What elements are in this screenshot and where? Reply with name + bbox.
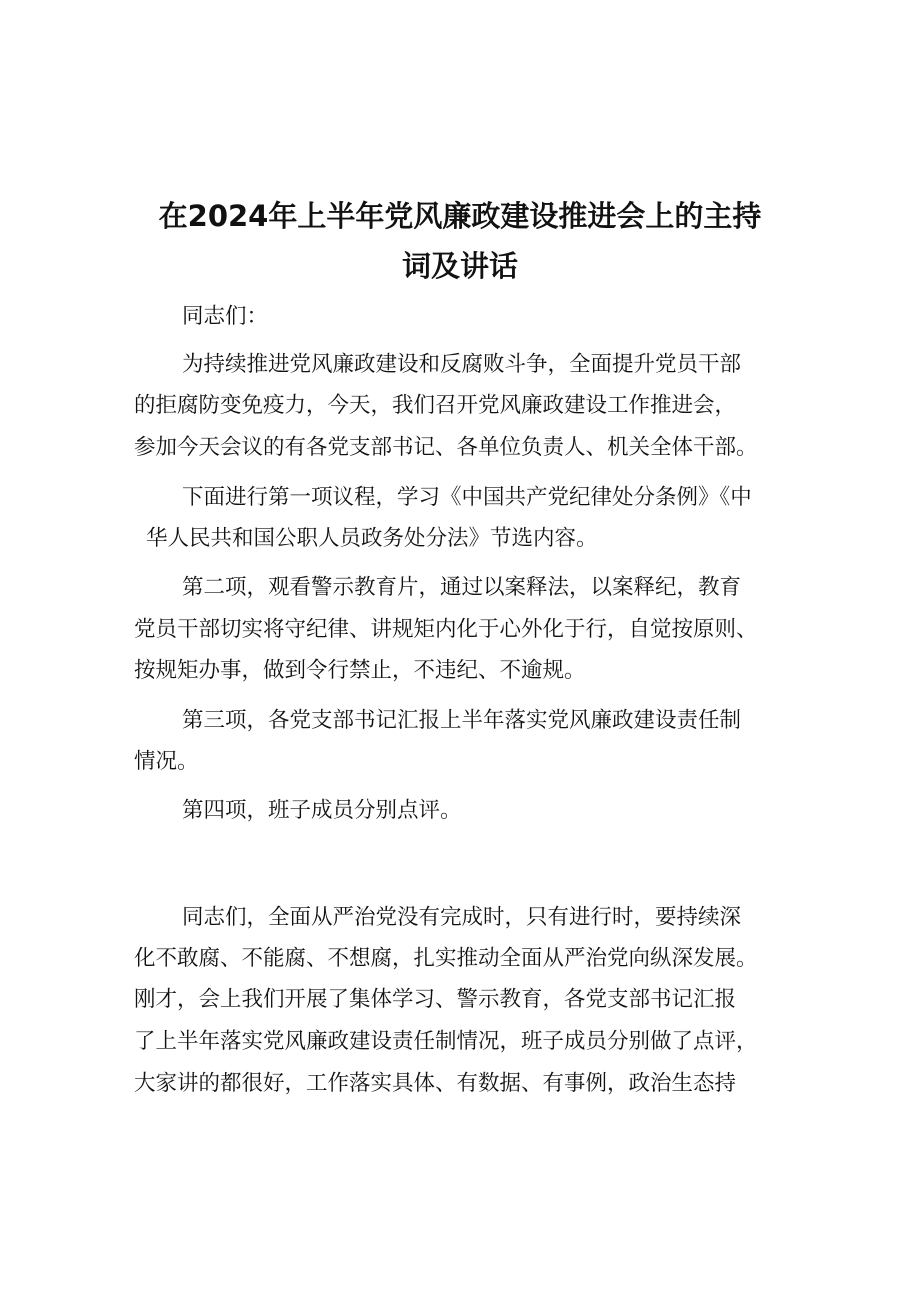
body-line: 同志们，全面从严治党没有完成时，只有进行时，要持续深 xyxy=(182,905,742,930)
body-line: 下面进行第一项议程，学习《中国共产党纪律处分条例》《中 xyxy=(182,485,752,510)
body-line: 情况。 xyxy=(134,749,199,774)
body-line: 大家讲的都很好，工作落实具体、有数据、有事例，政治生态持 xyxy=(134,1071,737,1096)
salutation-line: 同志们： xyxy=(182,304,269,329)
body-line: 第四项，班子成员分别点评。 xyxy=(182,798,462,823)
body-line: 按规矩办事，做到令行禁止，不违纪、不逾规。 xyxy=(134,658,586,683)
body-line: 华人民共和国公职人员政务处分法》节选内容。 xyxy=(146,526,598,551)
body-line: 第二项，观看警示教育片，通过以案释法，以案释纪，教育 xyxy=(182,575,742,600)
document-title-line-2: 词及讲话 xyxy=(401,249,518,283)
body-line: 参加今天会议的有各党支部书记、各单位负责人、机关全体干部。 xyxy=(134,435,758,460)
body-line: 刚才，会上我们开展了集体学习、警示教育，各党支部书记汇报 xyxy=(134,987,737,1012)
body-line: 为持续推进党风廉政建设和反腐败斗争，全面提升党员干部 xyxy=(182,352,742,377)
body-line: 了上半年落实党风廉政建设责任制情况，班子成员分别做了点评， xyxy=(134,1029,758,1054)
body-line: 党员干部切实将守纪律、讲规矩内化于心外化于行，自觉按原则、 xyxy=(134,617,758,642)
document-title-line-1: 在2024年上半年党风廉政建设推进会上的主持 xyxy=(158,199,762,233)
body-line: 第三项，各党支部书记汇报上半年落实党风廉政建设责任制 xyxy=(182,708,742,733)
body-line: 化不敢腐、不能腐、不想腐，扎实推动全面从严治党向纵深发展。 xyxy=(134,946,758,971)
body-line: 的拒腐防变免疫力，今天，我们召开党风廉政建设工作推进会， xyxy=(134,393,737,418)
